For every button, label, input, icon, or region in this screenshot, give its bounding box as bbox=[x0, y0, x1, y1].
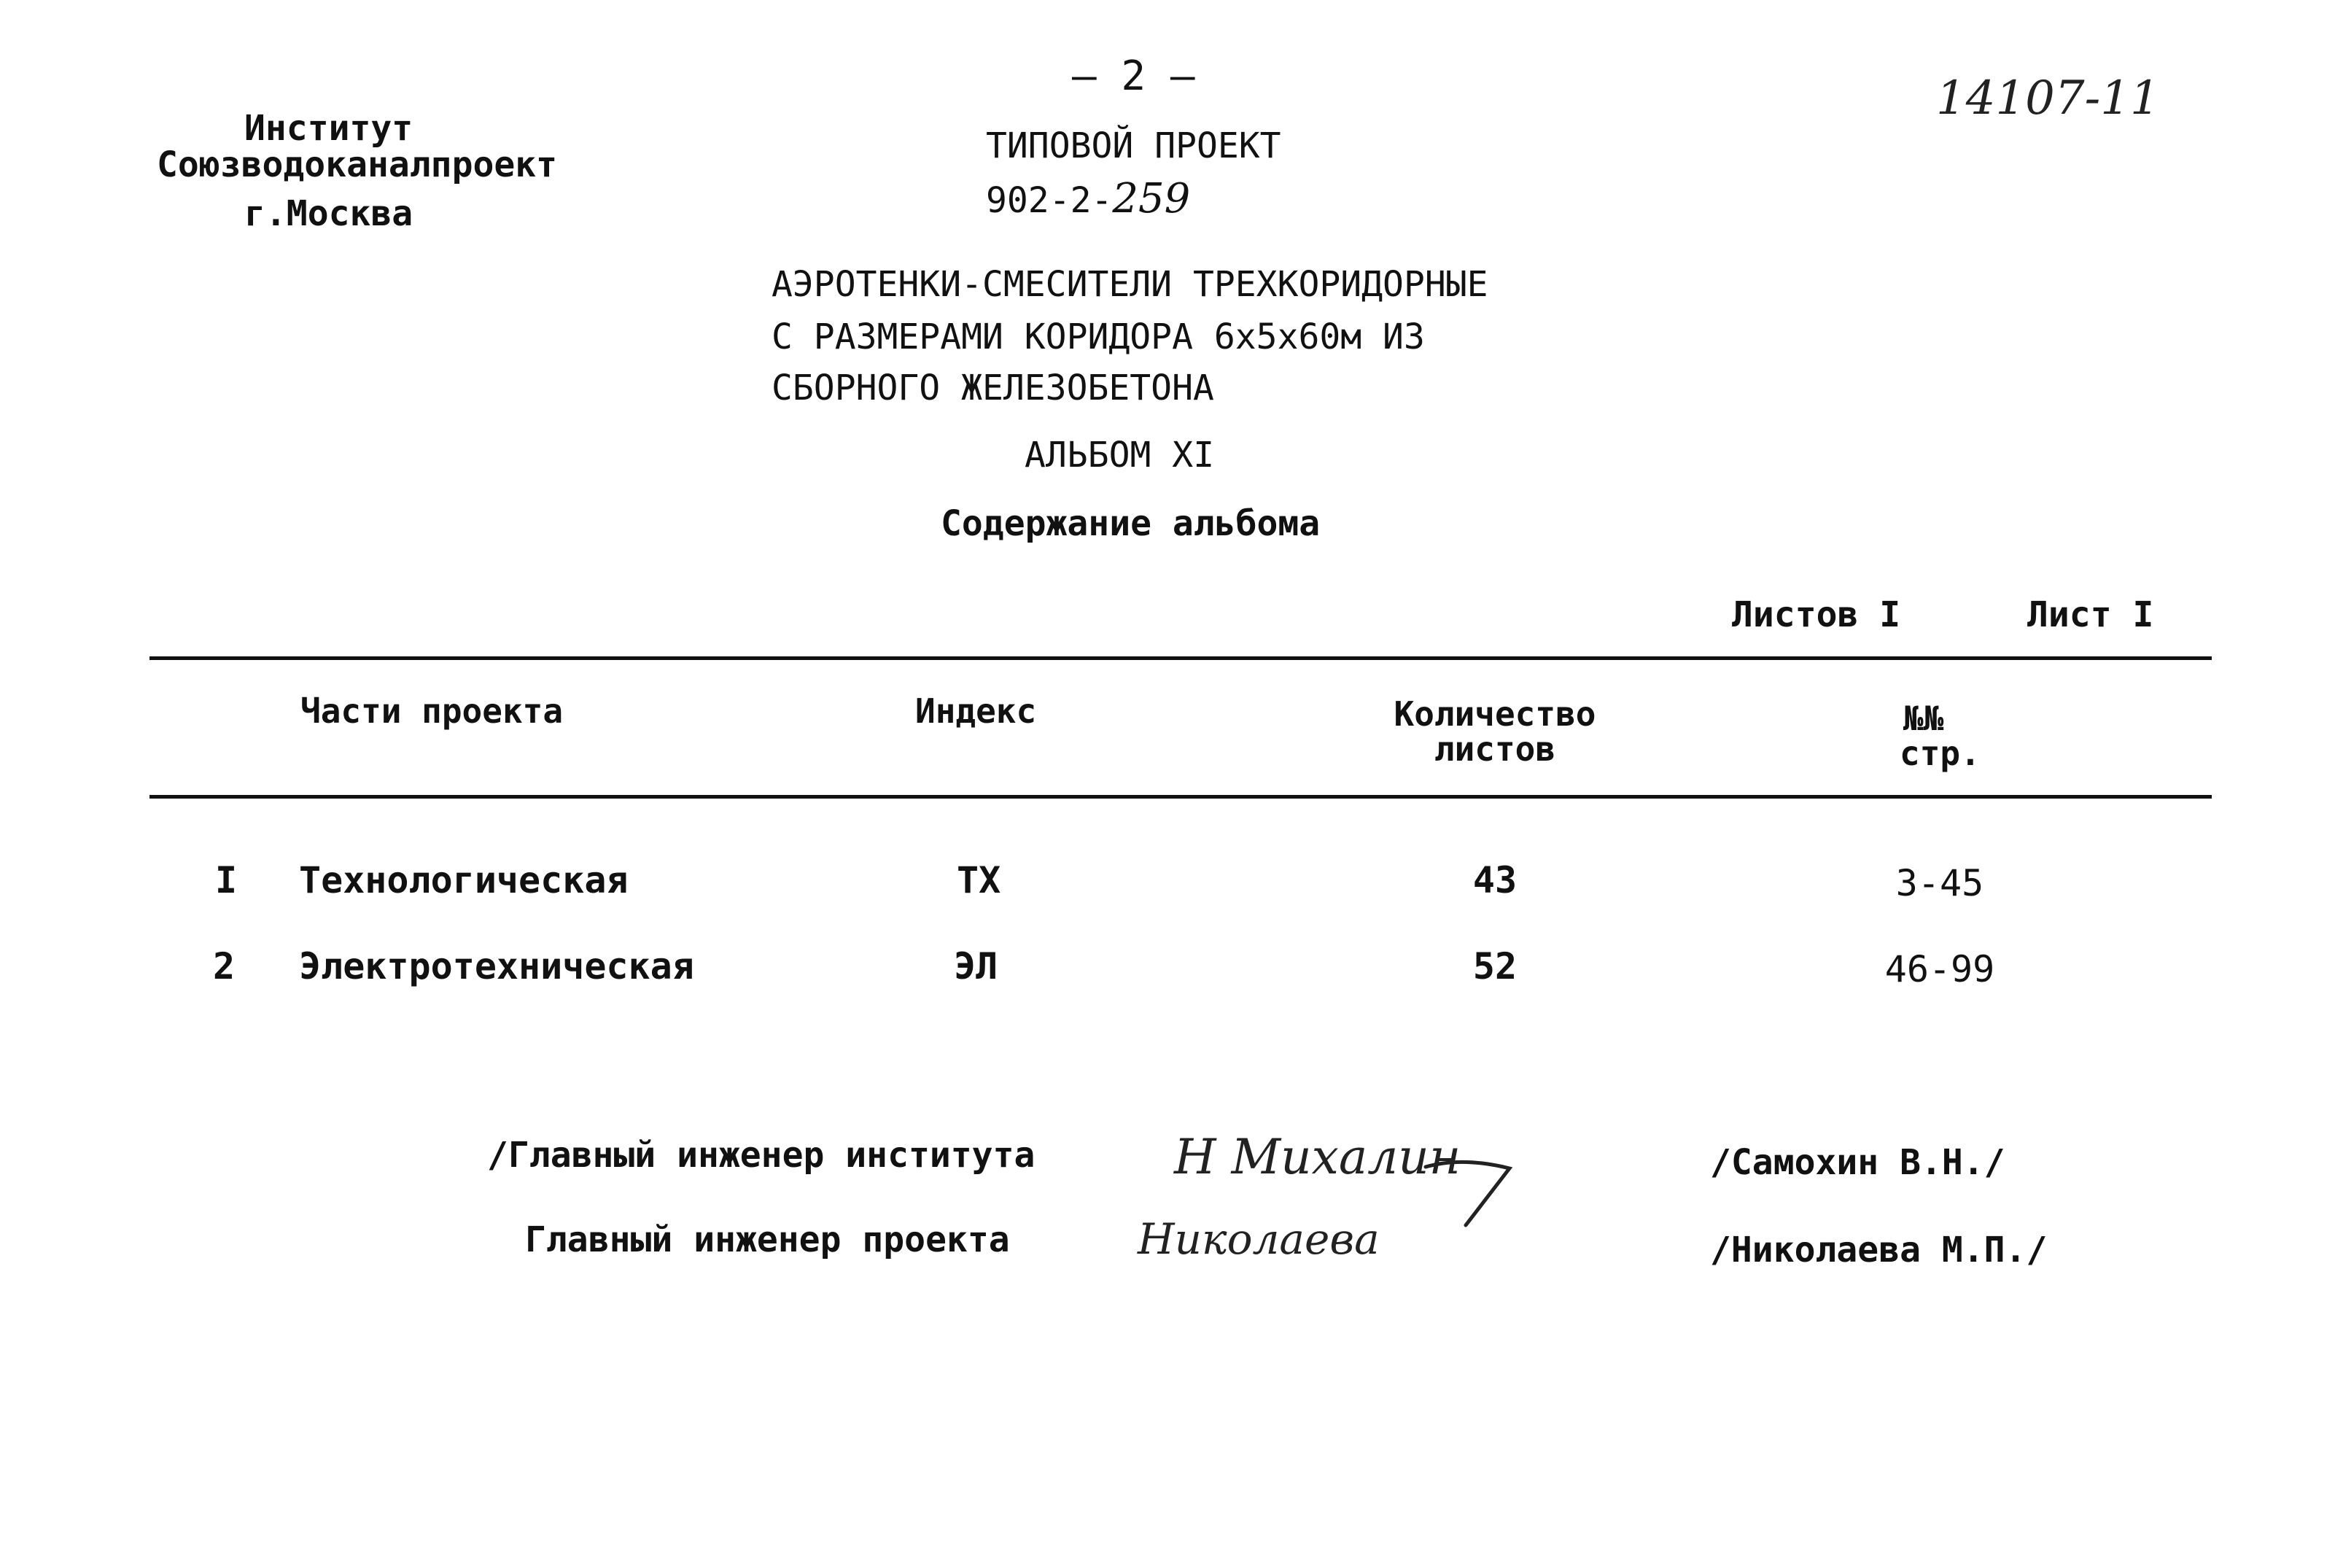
chief-project-name: /Николаева М.П./ bbox=[1710, 1230, 2048, 1270]
project-type: ТИПОВОЙ ПРОЕКТ bbox=[986, 125, 1281, 166]
row-count: 52 bbox=[1472, 945, 1518, 987]
header-part: Части проекта bbox=[300, 691, 564, 731]
chief-institute-name: /Самохин В.Н./ bbox=[1710, 1142, 2005, 1183]
table-header-rule bbox=[149, 795, 2212, 799]
institute-name: Союзводоканалпроект bbox=[157, 144, 558, 185]
sheet-number: Лист I bbox=[2027, 594, 2154, 635]
header-pages-line2: стр. bbox=[1900, 734, 1981, 773]
project-code bbox=[986, 175, 1190, 222]
project-code-handwritten: 259 bbox=[1112, 175, 1191, 222]
row-index: ТХ bbox=[957, 859, 1001, 901]
row-part: Электротехническая bbox=[299, 945, 694, 987]
album-label: АЛЬБОМ XI bbox=[1025, 435, 1215, 476]
archive-number: 14107-11 bbox=[1936, 71, 2160, 125]
project-code-printed: 902-2- bbox=[986, 180, 1113, 221]
header-count-line2: листов bbox=[1434, 729, 1556, 769]
row-number: I bbox=[215, 859, 238, 901]
title-line-1: АЭРОТЕНКИ-СМЕСИТЕЛИ ТРЕХКОРИДОРНЫЕ bbox=[772, 264, 1488, 305]
row-index: ЭЛ bbox=[954, 945, 998, 987]
page-number: — 2 — bbox=[1072, 53, 1195, 100]
sheets-total: Листов I bbox=[1732, 594, 1901, 635]
row-number: 2 bbox=[213, 945, 236, 987]
table-top-rule bbox=[149, 656, 2212, 660]
row-part: Технологическая bbox=[299, 859, 629, 901]
institute-label: Институт bbox=[244, 108, 413, 149]
chief-project-signature: Николаева bbox=[1138, 1214, 1380, 1264]
header-index: Индекс bbox=[915, 691, 1037, 731]
row-count: 43 bbox=[1472, 859, 1518, 901]
row-pages: 46-99 bbox=[1884, 948, 1995, 990]
chief-institute-label: /Главный инженер института bbox=[487, 1135, 1035, 1176]
signature-flourish-icon bbox=[1422, 1152, 1517, 1233]
chief-institute-signature: Н Михалин bbox=[1174, 1129, 1461, 1185]
header-count-line1: Количество bbox=[1394, 694, 1596, 734]
title-line-3: СБОРНОГО ЖЕЛЕЗОБЕТОНА bbox=[772, 368, 1214, 408]
row-pages: 3-45 bbox=[1895, 862, 1984, 904]
title-line-2: С РАЗМЕРАМИ КОРИДОРА 6x5x60м ИЗ bbox=[772, 317, 1425, 357]
chief-project-label: Главный инженер проекта bbox=[525, 1219, 1010, 1260]
header-pages-line1: №№ bbox=[1903, 699, 1944, 738]
contents-heading: Содержание альбома bbox=[941, 503, 1321, 544]
institute-city: г.Москва bbox=[244, 193, 413, 234]
